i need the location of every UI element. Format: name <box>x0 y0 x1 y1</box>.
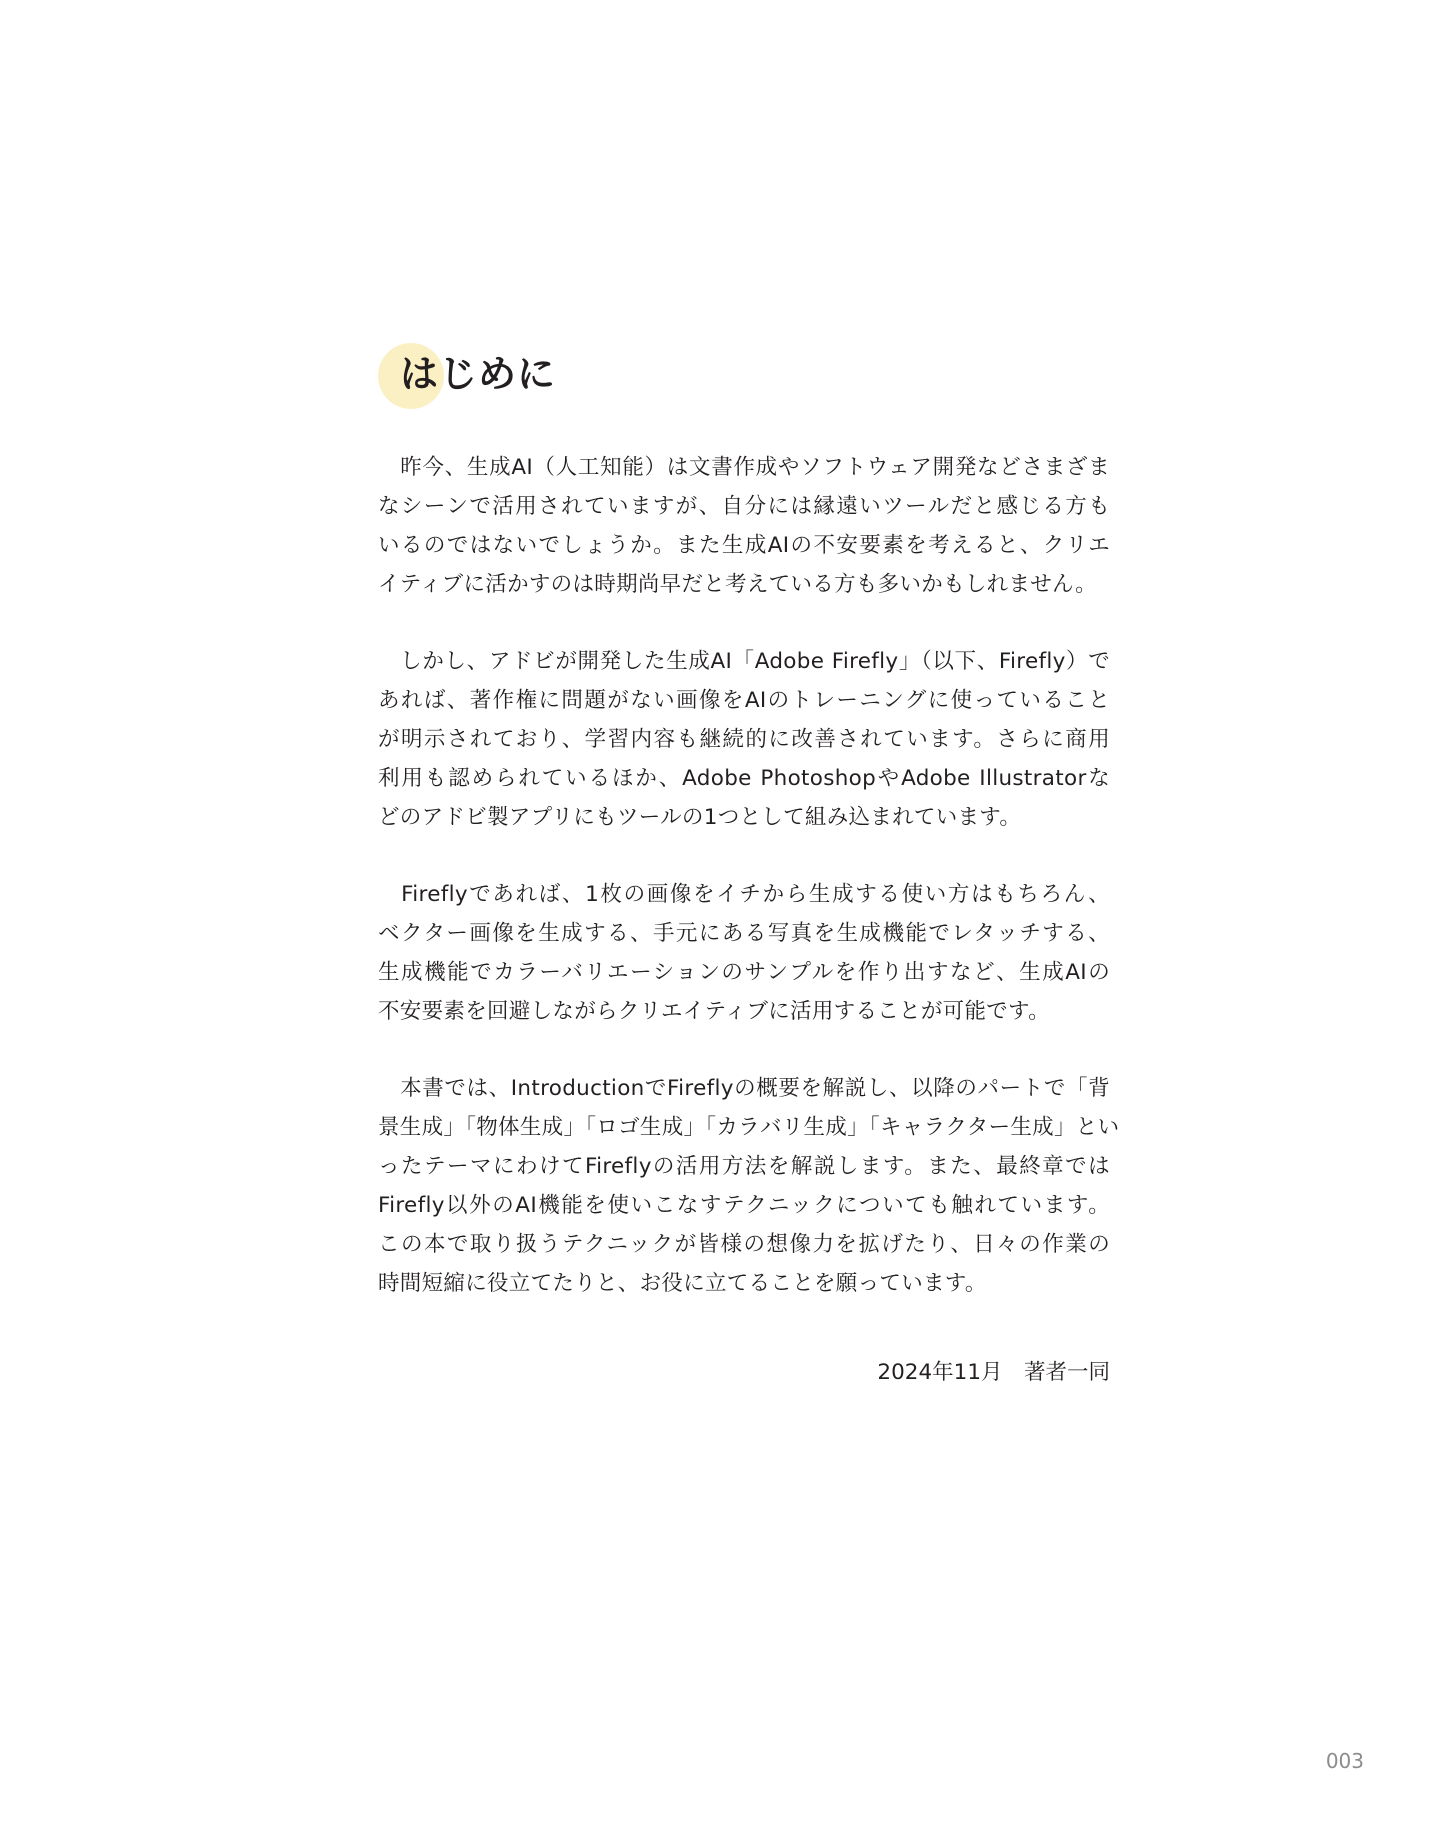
text-line: ベクター画像を生成する、手元にある写真を生成機能でレタッチする、 <box>378 921 1110 946</box>
paragraph-3 <box>378 875 1110 1031</box>
text-line: Fireflyであれば、1枚の画像をイチから生成する使い方はもちろん、 <box>378 882 1110 907</box>
page-number: 003 <box>1325 1749 1364 1773</box>
text-line: どのアドビ製アプリにもツールの1つとして組み込まれています。 <box>378 805 1022 830</box>
text-line: いるのではないでしょうか。また生成AIの不安要素を考えると、クリエ <box>378 533 1110 558</box>
text-line: 景生成」「物体生成」「ロゴ生成」「カラバリ生成」「キャラクター生成」とい <box>378 1115 1120 1140</box>
text-line: が明示されており、学習内容も継続的に改善されています。さらに商用 <box>378 727 1110 752</box>
text-line: イティブに活かすのは時期尚早だと考えている方も多いかもしれません。 <box>378 572 1097 597</box>
text-line: 昨今、生成AI（人工知能）は文書作成やソフトウェア開発などさまざま <box>378 455 1110 480</box>
text-line: しかし、アドビが開発した生成AI「Adobe Firefly」（以下、Firefly）で <box>378 649 1110 674</box>
page-title: はじめに <box>400 352 557 396</box>
text-line: あれば、著作権に問題がない画像をAIのトレーニングに使っていること <box>378 688 1110 713</box>
text-line: Firefly以外のAI機能を使いこなすテクニックについても触れています。 <box>378 1193 1110 1218</box>
text-line: 生成機能でカラーバリエーションのサンプルを作り出すなど、生成AIの <box>378 960 1110 985</box>
text-line: なシーンで活用されていますが、自分には縁遠いツールだと感じる方も <box>378 494 1110 519</box>
signature: 2024年11月 著者一同 <box>877 1360 1110 1385</box>
paragraph-2 <box>378 642 1110 837</box>
text-line: 時間短縮に役立てたりと、お役に立てることを願っています。 <box>378 1271 987 1296</box>
text-line: 不安要素を回避しながらクリエイティブに活用することが可能です。 <box>378 999 1050 1024</box>
text-line: この本で取り扱うテクニックが皆様の想像力を拡げたり、日々の作業の <box>378 1232 1110 1257</box>
text-line: 本書では、IntroductionでFireflyの概要を解説し、以降のパートで「背 <box>378 1076 1110 1101</box>
text-line: ったテーマにわけてFireflyの活用方法を解説します。また、最終章では <box>378 1154 1110 1179</box>
text-line: 利用も認められているほか、Adobe PhotoshopやAdobe Illustratorな <box>378 766 1110 791</box>
paragraph-1 <box>378 448 1110 604</box>
paragraph-4 <box>378 1069 1120 1303</box>
body-text <box>378 448 1120 1341</box>
